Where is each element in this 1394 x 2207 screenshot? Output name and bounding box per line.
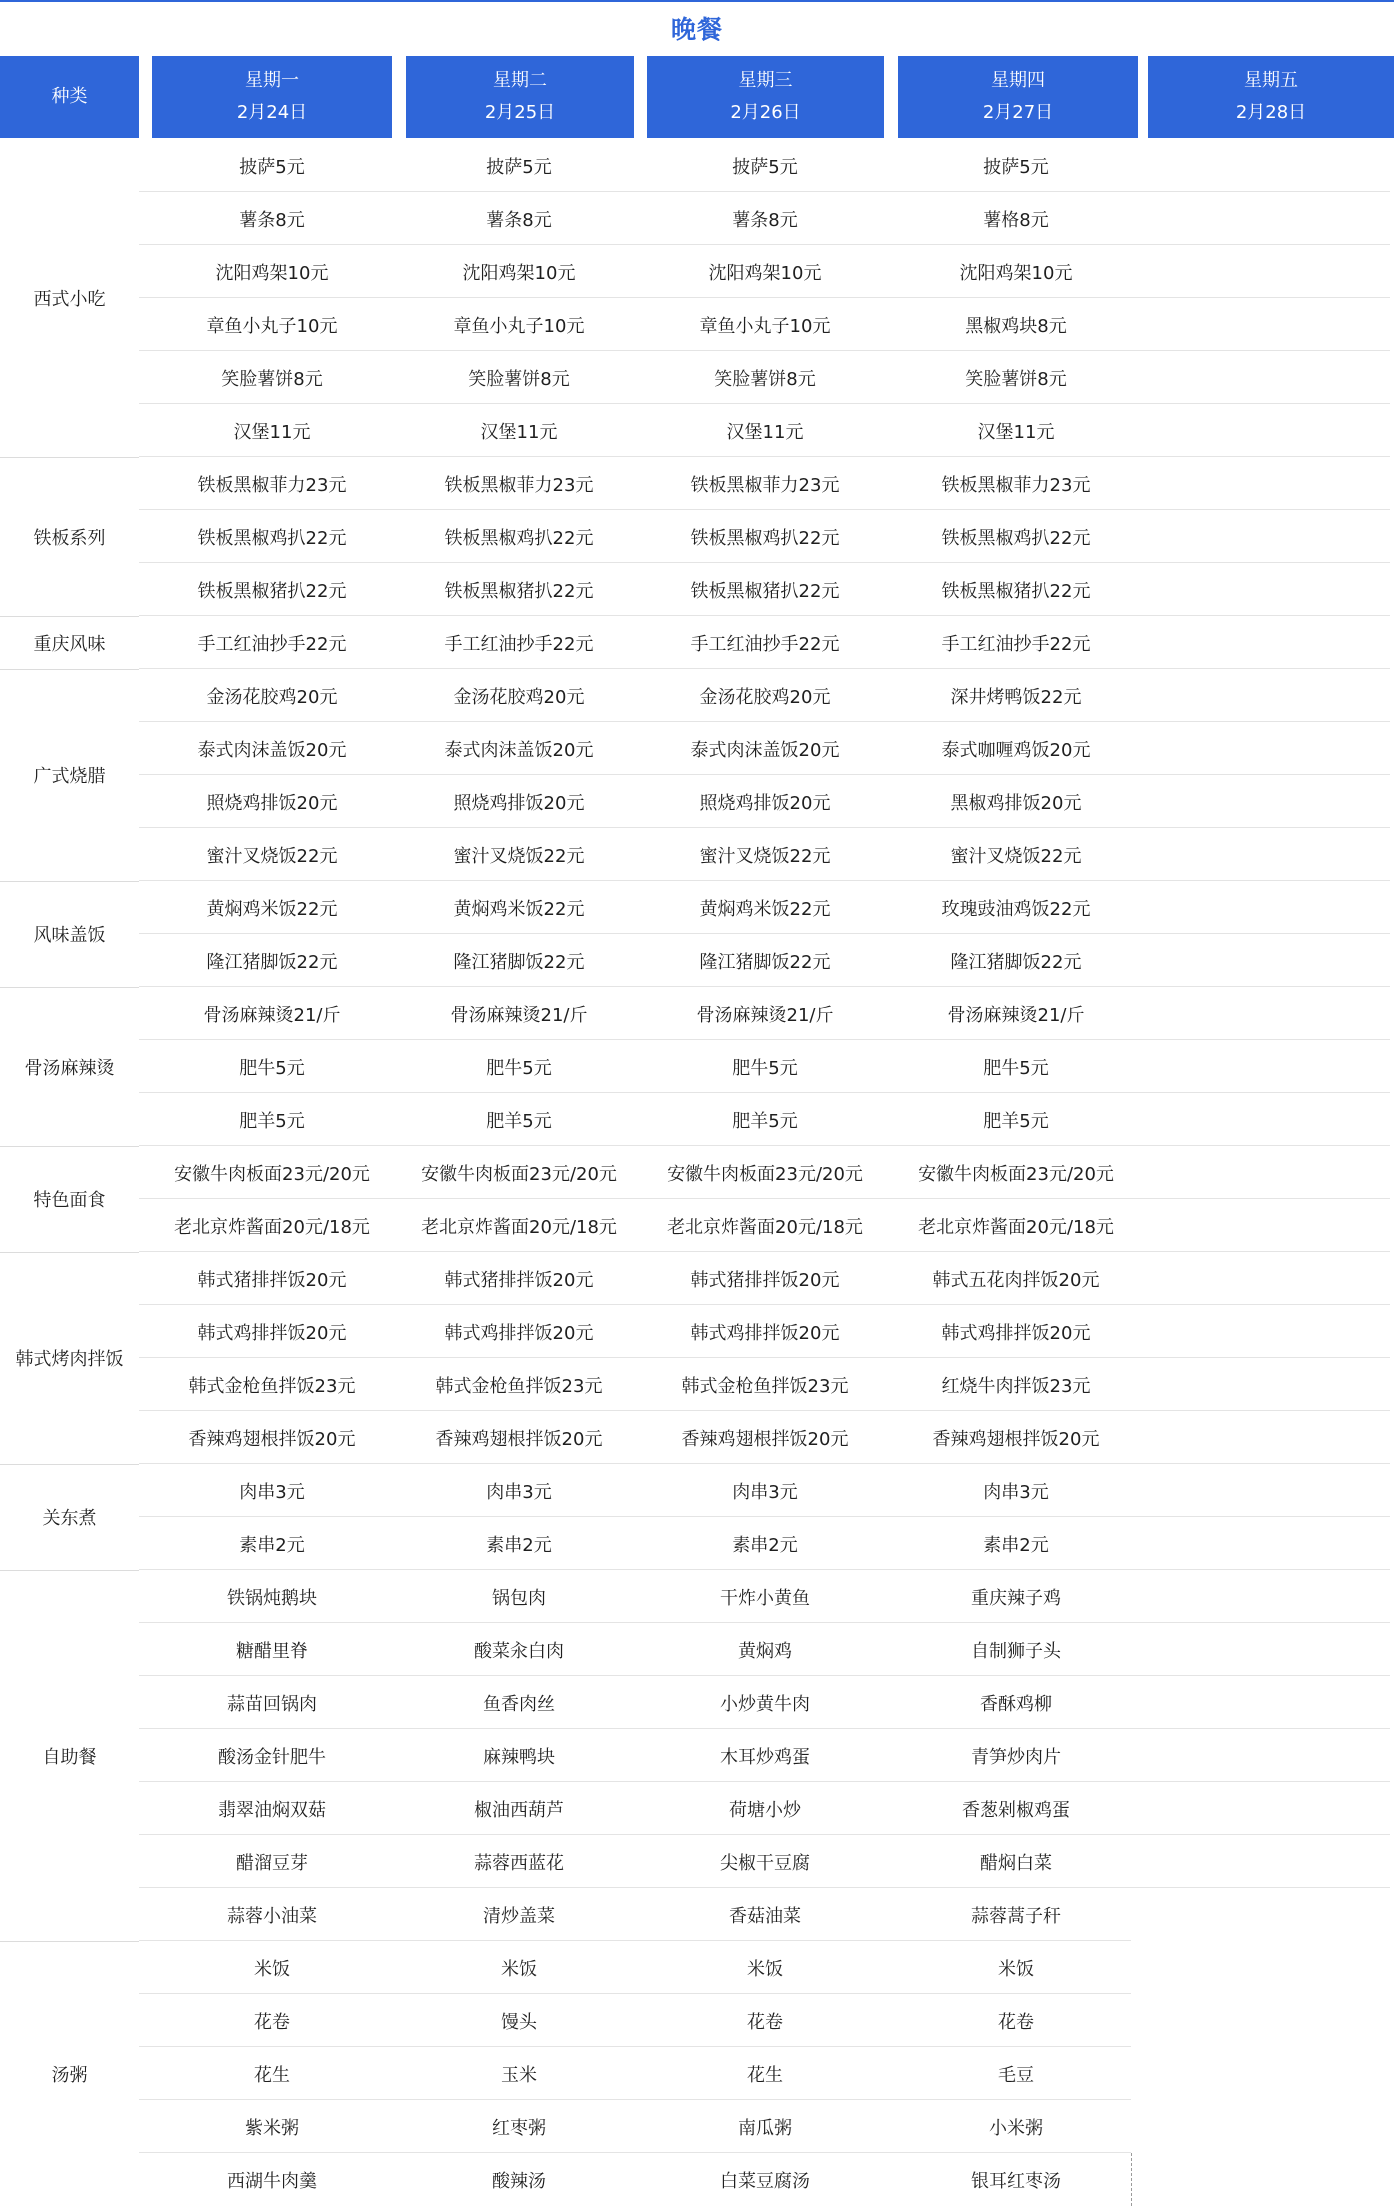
- menu-cell-day-3: 骨汤麻辣烫21/斤: [696, 1004, 834, 1026]
- menu-cell-day-2: 章鱼小丸子10元: [453, 315, 585, 337]
- menu-cell-day-3: 安徽牛肉板面23元/20元: [667, 1163, 863, 1185]
- menu-cell-day-4: 醋焖白菜: [980, 1852, 1052, 1874]
- menu-cell-day-1: 花卷: [254, 2011, 290, 2033]
- header-date: 2月25日: [484, 102, 556, 123]
- category-divider: [0, 1146, 139, 1147]
- header-weekday: 星期三: [738, 70, 793, 91]
- menu-cell-day-2: 安徽牛肉板面23元/20元: [421, 1163, 617, 1185]
- menu-cell-day-2: 骨汤麻辣烫21/斤: [450, 1004, 588, 1026]
- menu-cell-day-1: 隆江猪脚饭22元: [206, 951, 338, 973]
- menu-cell-day-2: 鱼香肉丝: [483, 1693, 555, 1715]
- menu-cell-day-2: 照烧鸡排饭20元: [453, 792, 585, 814]
- menu-cell-day-1: 韩式金枪鱼拌饭23元: [188, 1375, 356, 1397]
- header-category: [0, 56, 139, 138]
- menu-cell-day-2: 蜜汁叉烧饭22元: [453, 845, 585, 867]
- category-label: 汤粥: [51, 2064, 88, 2086]
- menu-cell-day-1: 铁板黑椒猪扒22元: [197, 580, 347, 602]
- menu-cell-day-2: 肥牛5元: [486, 1057, 552, 1079]
- menu-cell-day-2: 披萨5元: [486, 156, 552, 178]
- menu-cell-day-1: 安徽牛肉板面23元/20元: [174, 1163, 370, 1185]
- menu-cell-day-4: 薯格8元: [983, 209, 1049, 231]
- menu-cell-day-3: 手工红油抄手22元: [690, 633, 840, 655]
- menu-cell-day-3: 白菜豆腐汤: [720, 2170, 810, 2192]
- menu-cell-day-3: 尖椒干豆腐: [720, 1852, 810, 1874]
- menu-cell-day-4: 素串2元: [983, 1534, 1049, 1556]
- menu-cell-day-4: 老北京炸酱面20元/18元: [918, 1216, 1114, 1238]
- menu-cell-day-1: 紫米粥: [245, 2117, 299, 2139]
- menu-cell-day-4: 自制狮子头: [971, 1640, 1061, 1662]
- menu-cell-day-4: 铁板黑椒鸡扒22元: [941, 527, 1091, 549]
- menu-cell-day-4: 花卷: [998, 2011, 1034, 2033]
- menu-cell-day-2: 清炒盖菜: [483, 1905, 555, 1927]
- menu-cell-day-3: 金汤花胶鸡20元: [699, 686, 831, 708]
- menu-cell-day-1: 韩式鸡排拌饭20元: [197, 1322, 347, 1344]
- header-date: 2月27日: [982, 102, 1054, 123]
- menu-cell-day-3: 照烧鸡排饭20元: [699, 792, 831, 814]
- menu-cell-day-3: 南瓜粥: [738, 2117, 792, 2139]
- menu-cell-day-1: 素串2元: [239, 1534, 305, 1556]
- header-category-label: 种类: [51, 86, 88, 107]
- menu-cell-day-1: 蜜汁叉烧饭22元: [206, 845, 338, 867]
- menu-cell-day-1: 醋溜豆芽: [236, 1852, 308, 1874]
- menu-cell-day-3: 木耳炒鸡蛋: [720, 1746, 810, 1768]
- category-divider: [0, 1464, 139, 1465]
- menu-cell-day-4: 深井烤鸭饭22元: [950, 686, 1082, 708]
- menu-cell-day-4: 玫瑰豉油鸡饭22元: [941, 898, 1091, 920]
- menu-cell-day-3: 小炒黄牛肉: [720, 1693, 810, 1715]
- menu-cell-day-1: 沈阳鸡架10元: [215, 262, 329, 284]
- category-label: 骨汤麻辣烫: [24, 1057, 115, 1079]
- menu-cell-day-2: 韩式鸡排拌饭20元: [444, 1322, 594, 1344]
- menu-cell-day-1: 翡翠油焖双菇: [218, 1799, 326, 1821]
- menu-cell-day-1: 蒜苗回锅肉: [227, 1693, 317, 1715]
- category-label: 韩式烤肉拌饭: [15, 1349, 124, 1370]
- menu-cell-day-4: 青笋炒肉片: [971, 1746, 1061, 1768]
- menu-cell-day-3: 香辣鸡翅根拌饭20元: [681, 1428, 849, 1450]
- category-label: 关东煮: [42, 1508, 97, 1529]
- menu-cell-day-1: 汉堡11元: [233, 421, 311, 443]
- menu-cell-day-4: 香辣鸡翅根拌饭20元: [932, 1428, 1100, 1450]
- category-divider: [0, 616, 139, 617]
- menu-cell-day-4: 韩式鸡排拌饭20元: [941, 1322, 1091, 1344]
- header-day-5: [1148, 56, 1394, 138]
- category-label: 铁板系列: [33, 527, 106, 549]
- menu-cell-day-4: 重庆辣子鸡: [971, 1587, 1061, 1609]
- header-day-4: [898, 56, 1138, 138]
- category-label: 自助餐: [42, 1746, 97, 1768]
- menu-cell-day-1: 花生: [254, 2064, 290, 2086]
- menu-cell-day-1: 肥牛5元: [239, 1057, 305, 1079]
- menu-cell-day-4: 铁板黑椒菲力23元: [941, 474, 1091, 496]
- menu-cell-day-3: 铁板黑椒菲力23元: [690, 474, 840, 496]
- category-label: 特色面食: [33, 1190, 106, 1211]
- menu-cell-day-2: 泰式肉沫盖饭20元: [444, 739, 594, 761]
- menu-cell-day-1: 香辣鸡翅根拌饭20元: [188, 1428, 356, 1450]
- category-divider: [0, 457, 139, 458]
- menu-cell-day-4: 蜜汁叉烧饭22元: [950, 845, 1082, 867]
- menu-cell-day-2: 肉串3元: [486, 1481, 552, 1503]
- menu-cell-day-3: 薯条8元: [732, 209, 798, 231]
- menu-cell-day-3: 肉串3元: [732, 1481, 798, 1503]
- menu-cell-day-2: 红枣粥: [492, 2117, 546, 2139]
- menu-cell-day-1: 酸汤金针肥牛: [218, 1746, 326, 1768]
- menu-cell-day-3: 干炸小黄鱼: [720, 1587, 810, 1609]
- menu-cell-day-3: 肥牛5元: [732, 1057, 798, 1079]
- menu-cell-day-1: 铁板黑椒鸡扒22元: [197, 527, 347, 549]
- menu-cell-day-3: 花生: [747, 2064, 783, 2086]
- category-divider: [0, 881, 139, 882]
- menu-cell-day-4: 泰式咖喱鸡饭20元: [941, 739, 1091, 761]
- menu-cell-day-1: 糖醋里脊: [236, 1640, 308, 1662]
- menu-cell-day-1: 骨汤麻辣烫21/斤: [203, 1004, 341, 1026]
- menu-cell-day-3: 香菇油菜: [729, 1905, 801, 1927]
- page-title: 晚餐: [670, 15, 723, 44]
- menu-cell-day-2: 米饭: [501, 1958, 537, 1980]
- menu-cell-day-3: 肥羊5元: [732, 1110, 798, 1132]
- header-day-3: [647, 56, 884, 138]
- menu-cell-day-1: 黄焖鸡米饭22元: [206, 898, 338, 920]
- menu-cell-day-4: 笑脸薯饼8元: [965, 368, 1067, 390]
- category-divider: [0, 987, 139, 988]
- header-day-1: [152, 56, 392, 138]
- menu-cell-day-4: 安徽牛肉板面23元/20元: [918, 1163, 1114, 1185]
- category-label: 广式烧腊: [33, 766, 106, 787]
- menu-cell-day-4: 骨汤麻辣烫21/斤: [947, 1004, 1085, 1026]
- menu-cell-day-4: 沈阳鸡架10元: [959, 262, 1073, 284]
- menu-cell-day-1: 铁锅炖鹅块: [227, 1587, 317, 1609]
- menu-cell-day-3: 笑脸薯饼8元: [714, 368, 816, 390]
- menu-cell-day-4: 肥牛5元: [983, 1057, 1049, 1079]
- menu-cell-day-4: 铁板黑椒猪扒22元: [941, 580, 1091, 602]
- menu-cell-day-2: 酸辣汤: [492, 2170, 546, 2192]
- menu-cell-day-3: 韩式鸡排拌饭20元: [690, 1322, 840, 1344]
- menu-cell-day-3: 素串2元: [732, 1534, 798, 1556]
- header-weekday: 星期四: [991, 70, 1045, 91]
- category-label: 风味盖饭: [33, 925, 106, 946]
- menu-cell-day-1: 薯条8元: [239, 209, 305, 231]
- header-date: 2月24日: [236, 102, 308, 123]
- menu-cell-day-3: 沈阳鸡架10元: [708, 262, 822, 284]
- header-date: 2月28日: [1235, 102, 1307, 123]
- header-weekday: 星期一: [245, 70, 299, 91]
- menu-cell-day-2: 铁板黑椒菲力23元: [444, 474, 594, 496]
- menu-cell-day-3: 汉堡11元: [726, 421, 804, 443]
- menu-cell-day-2: 肥羊5元: [486, 1110, 552, 1132]
- menu-cell-day-2: 韩式猪排拌饭20元: [444, 1269, 594, 1291]
- menu-cell-day-4: 香葱剁椒鸡蛋: [962, 1799, 1070, 1821]
- header-date: 2月26日: [730, 102, 801, 123]
- menu-cell-day-2: 铁板黑椒猪扒22元: [444, 580, 594, 602]
- menu-cell-day-2: 蒜蓉西蓝花: [474, 1852, 564, 1874]
- menu-cell-day-3: 韩式猪排拌饭20元: [690, 1269, 840, 1291]
- menu-cell-day-1: 蒜蓉小油菜: [227, 1905, 317, 1927]
- menu-cell-day-1: 披萨5元: [239, 156, 305, 178]
- menu-cell-day-2: 香辣鸡翅根拌饭20元: [435, 1428, 603, 1450]
- category-divider: [0, 1252, 139, 1253]
- menu-cell-day-1: 金汤花胶鸡20元: [206, 686, 338, 708]
- menu-cell-day-2: 韩式金枪鱼拌饭23元: [435, 1375, 603, 1397]
- table-edge-line: [1131, 2153, 1133, 2206]
- menu-cell-day-3: 米饭: [747, 1958, 783, 1980]
- menu-cell-day-3: 铁板黑椒猪扒22元: [690, 580, 840, 602]
- header-day-2: [406, 56, 634, 138]
- menu-cell-day-2: 老北京炸酱面20元/18元: [421, 1216, 617, 1238]
- category-divider: [0, 1570, 139, 1571]
- menu-cell-day-2: 素串2元: [486, 1534, 552, 1556]
- menu-cell-day-3: 蜜汁叉烧饭22元: [699, 845, 831, 867]
- menu-cell-day-2: 手工红油抄手22元: [444, 633, 594, 655]
- menu-cell-day-1: 手工红油抄手22元: [197, 633, 347, 655]
- menu-cell-day-4: 隆江猪脚饭22元: [950, 951, 1082, 973]
- menu-cell-day-4: 韩式五花肉拌饭20元: [932, 1269, 1100, 1291]
- menu-cell-day-2: 沈阳鸡架10元: [462, 262, 576, 284]
- menu-cell-day-1: 照烧鸡排饭20元: [206, 792, 338, 814]
- menu-cell-day-1: 肥羊5元: [239, 1110, 305, 1132]
- menu-cell-day-4: 披萨5元: [983, 156, 1049, 178]
- menu-cell-day-1: 笑脸薯饼8元: [221, 368, 323, 390]
- menu-cell-day-1: 西湖牛肉羹: [227, 2170, 317, 2192]
- menu-cell-day-1: 老北京炸酱面20元/18元: [174, 1216, 370, 1238]
- menu-cell-day-4: 肉串3元: [983, 1481, 1049, 1503]
- menu-cell-day-4: 红烧牛肉拌饭23元: [941, 1375, 1091, 1397]
- menu-cell-day-4: 黑椒鸡排饭20元: [950, 792, 1082, 814]
- menu-cell-day-3: 章鱼小丸子10元: [699, 315, 831, 337]
- menu-cell-day-3: 韩式金枪鱼拌饭23元: [681, 1375, 849, 1397]
- menu-cell-day-2: 锅包肉: [492, 1587, 546, 1609]
- menu-cell-day-3: 泰式肉沫盖饭20元: [690, 739, 840, 761]
- menu-cell-day-3: 披萨5元: [732, 156, 798, 178]
- menu-cell-day-2: 玉米: [501, 2064, 537, 2086]
- menu-cell-day-4: 香酥鸡柳: [980, 1693, 1052, 1715]
- menu-cell-day-2: 黄焖鸡米饭22元: [453, 898, 585, 920]
- menu-cell-day-2: 隆江猪脚饭22元: [453, 951, 585, 973]
- category-label: 西式小吃: [33, 289, 106, 310]
- menu-cell-day-4: 汉堡11元: [977, 421, 1055, 443]
- menu-cell-day-2: 汉堡11元: [480, 421, 558, 443]
- menu-cell-day-1: 韩式猪排拌饭20元: [197, 1269, 347, 1291]
- menu-cell-day-2: 麻辣鸭块: [483, 1746, 555, 1768]
- menu-cell-day-4: 小米粥: [989, 2117, 1043, 2139]
- menu-cell-day-2: 笑脸薯饼8元: [468, 368, 570, 390]
- menu-cell-day-2: 馒头: [501, 2011, 537, 2033]
- menu-cell-day-2: 酸菜汆白肉: [474, 1640, 564, 1662]
- menu-cell-day-1: 肉串3元: [239, 1481, 305, 1503]
- menu-cell-day-3: 黄焖鸡米饭22元: [699, 898, 831, 920]
- menu-cell-day-3: 隆江猪脚饭22元: [699, 951, 831, 973]
- category-divider: [0, 1941, 139, 1942]
- menu-cell-day-1: 铁板黑椒菲力23元: [197, 474, 347, 496]
- menu-cell-day-2: 金汤花胶鸡20元: [453, 686, 585, 708]
- menu-cell-day-1: 章鱼小丸子10元: [206, 315, 338, 337]
- menu-cell-day-3: 黄焖鸡: [738, 1640, 792, 1662]
- menu-cell-day-4: 银耳红枣汤: [971, 2170, 1061, 2192]
- menu-cell-day-3: 老北京炸酱面20元/18元: [667, 1216, 863, 1238]
- menu-cell-day-4: 米饭: [998, 1958, 1034, 1980]
- header-weekday: 星期二: [493, 70, 547, 91]
- menu-cell-day-1: 泰式肉沫盖饭20元: [197, 739, 347, 761]
- menu-cell-day-4: 黑椒鸡块8元: [965, 315, 1067, 337]
- menu-cell-day-3: 铁板黑椒鸡扒22元: [690, 527, 840, 549]
- menu-cell-day-3: 花卷: [747, 2011, 783, 2033]
- menu-cell-day-2: 椒油西葫芦: [474, 1799, 564, 1821]
- menu-cell-day-3: 荷塘小炒: [729, 1799, 801, 1821]
- category-divider: [0, 669, 139, 670]
- menu-cell-day-4: 蒜蓉蒿子秆: [971, 1905, 1061, 1927]
- category-label: 重庆风味: [33, 633, 106, 655]
- menu-cell-day-2: 薯条8元: [486, 209, 552, 231]
- menu-cell-day-4: 手工红油抄手22元: [941, 633, 1091, 655]
- menu-cell-day-4: 肥羊5元: [983, 1110, 1049, 1132]
- header-weekday: 星期五: [1244, 70, 1298, 91]
- menu-cell-day-4: 毛豆: [998, 2064, 1034, 2086]
- menu-cell-day-2: 铁板黑椒鸡扒22元: [444, 527, 594, 549]
- menu-cell-day-1: 米饭: [254, 1958, 290, 1980]
